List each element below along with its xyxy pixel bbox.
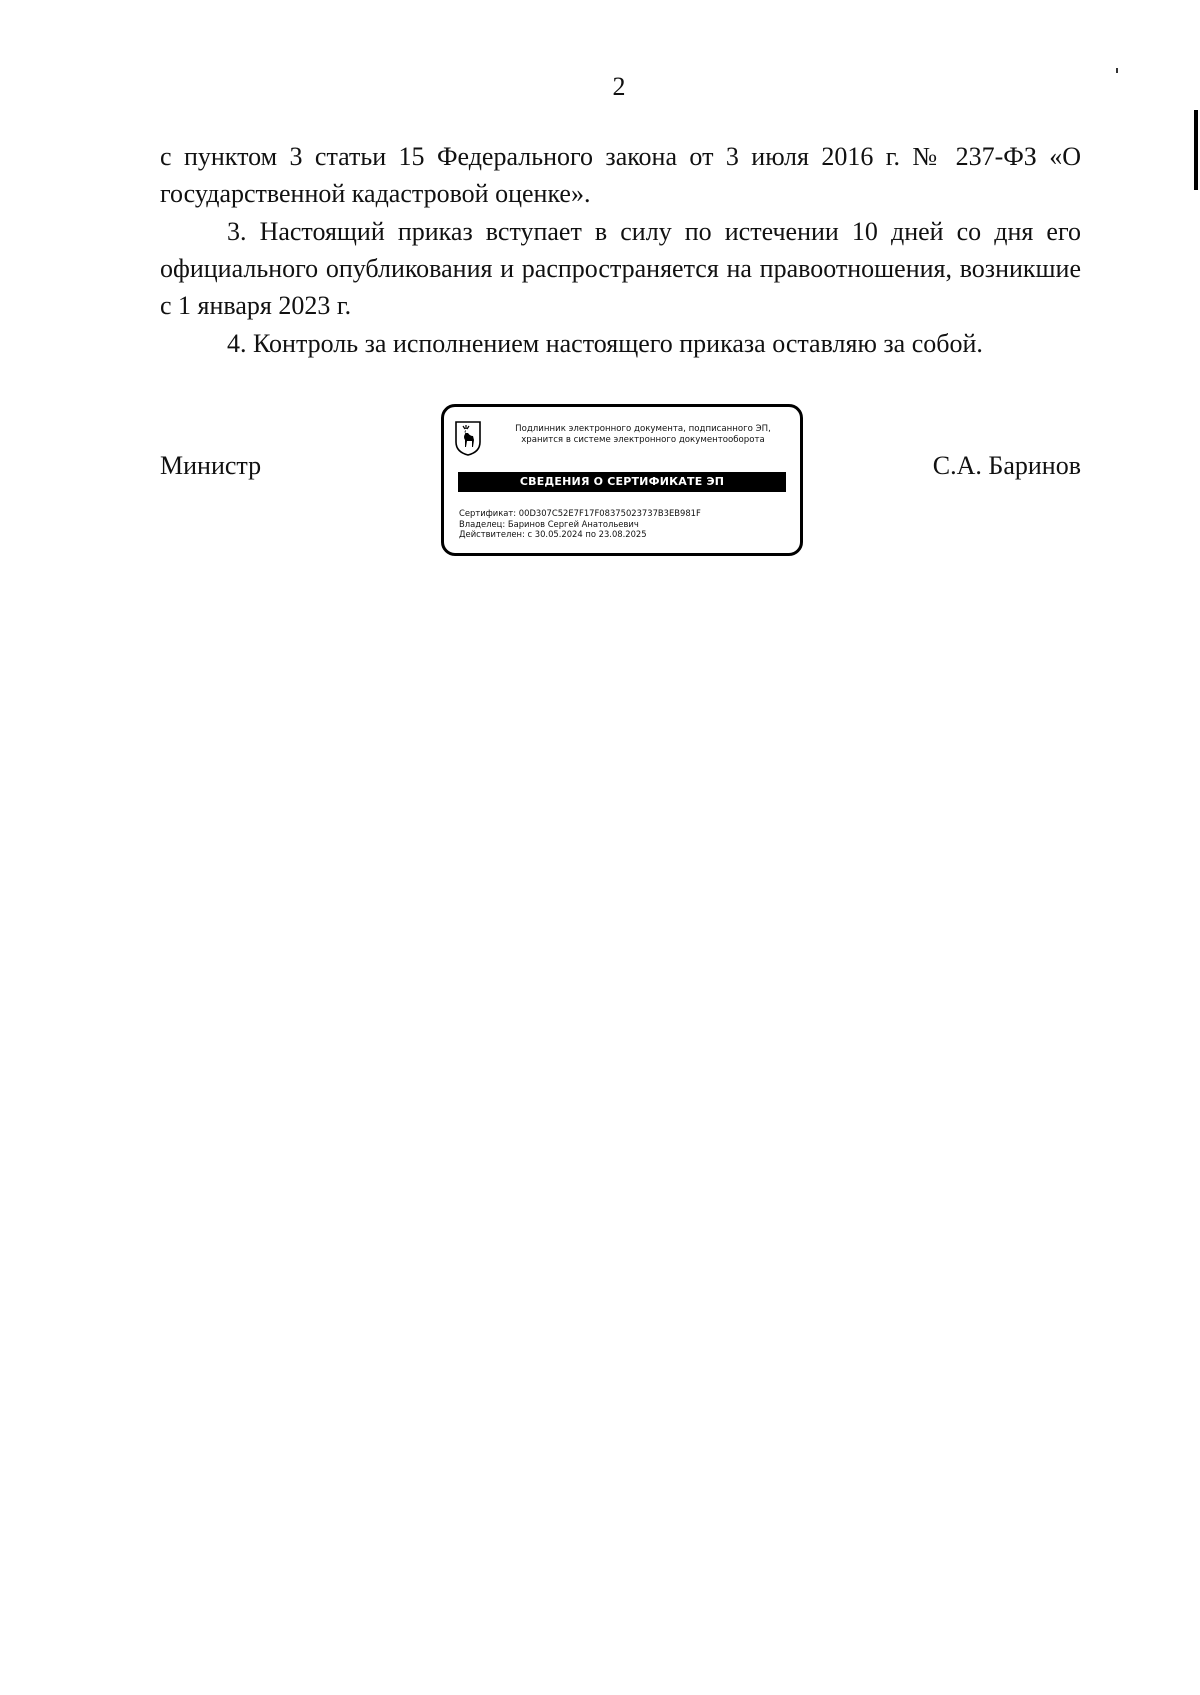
deer-coat-of-arms-icon	[454, 420, 482, 456]
certificate-serial: Сертификат: 00D307C52E7F17F08375023737B3EB981F	[459, 508, 701, 518]
scan-artifact-bar	[1194, 110, 1198, 190]
document-body	[160, 138, 1081, 362]
certificate-validity: Действителен: с 30.05.2024 по 23.08.2025	[459, 529, 647, 539]
signer-name: С.А. Баринов	[932, 451, 1081, 480]
paragraph-4: 4. Контроль за исполнением настоящего приказа оставляю за собой.	[227, 329, 983, 358]
scan-artifact-dot	[1116, 68, 1118, 73]
stamp-header-line-2: хранится в системе электронного документооборота	[521, 435, 765, 445]
certificate-owner: Владелец: Баринов Сергей Анатольевич	[459, 518, 639, 529]
stamp-certificate-title: СВЕДЕНИЯ О СЕРТИФИКАТЕ ЭП	[458, 472, 786, 492]
paragraph-3: 3. Настоящий приказ вступает в силу по истечении 10 дней со дня его официального опубликования и распространяется на правоотношения, возникшие с 1 января 2023 г.	[160, 217, 1081, 320]
stamp-header	[488, 424, 798, 446]
electronic-signature-stamp	[441, 404, 803, 556]
stamp-header-line-1: Подлинник электронного документа, подписанного ЭП,	[515, 424, 771, 434]
signer-role: Министр	[160, 451, 262, 480]
stamp-certificate-details	[459, 508, 701, 540]
page-number: 2	[612, 72, 626, 101]
paragraph-continuation: с пунктом 3 статьи 15 Федерального закона от 3 июля 2016 г. № 237-ФЗ «О государственной кадастровой оценке».	[160, 142, 1081, 208]
